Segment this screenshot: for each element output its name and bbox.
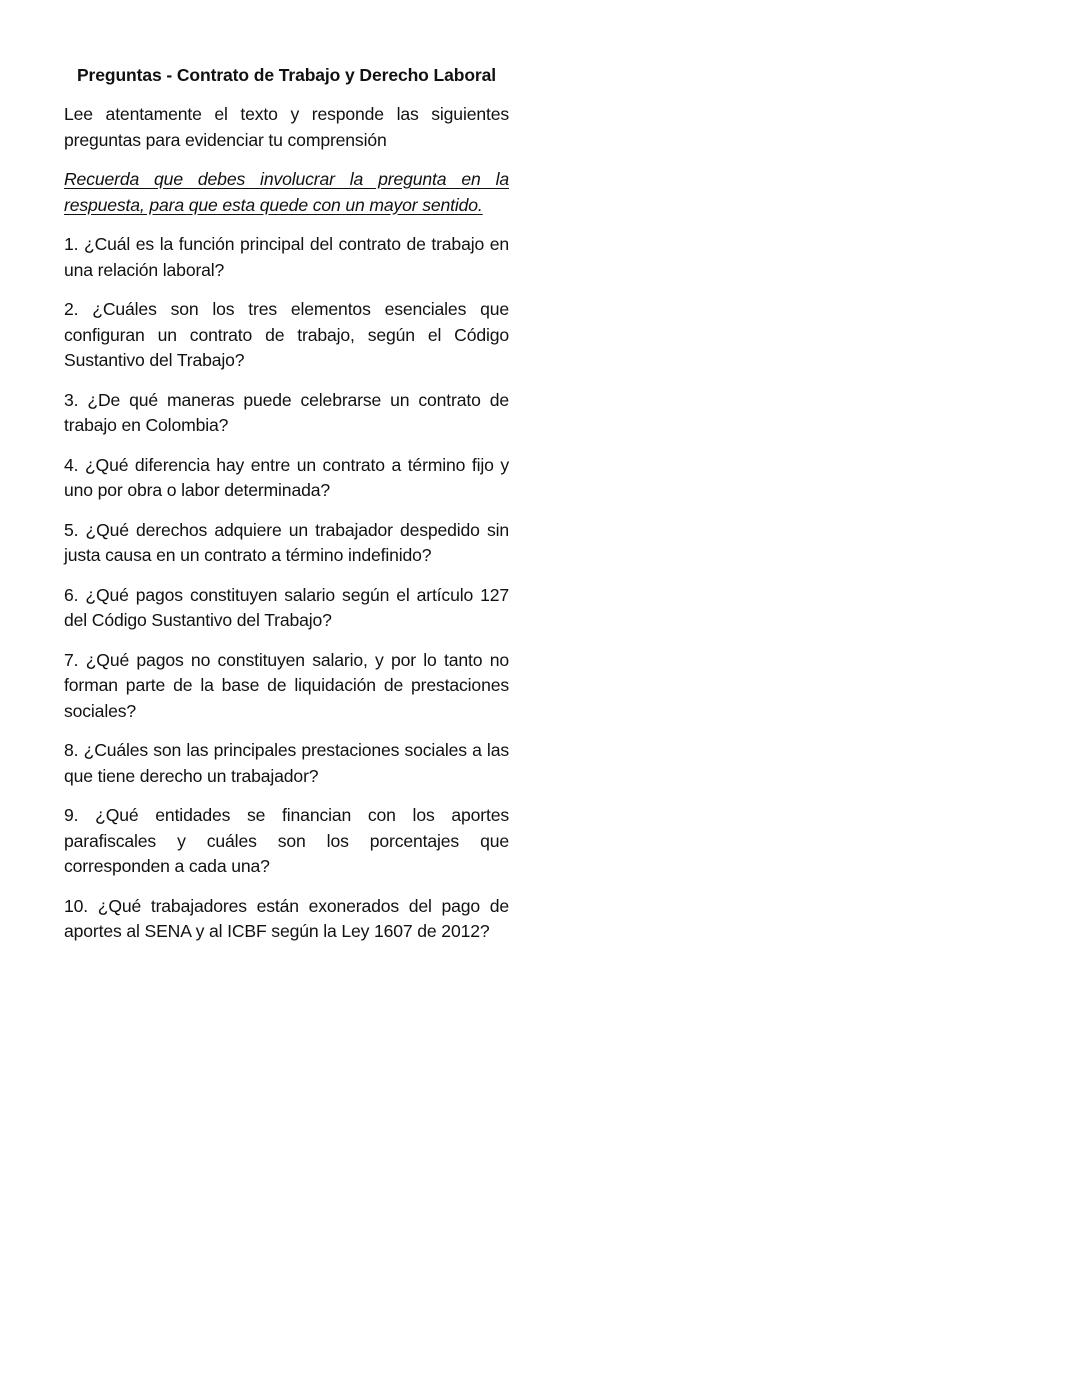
question-number: 1. (64, 234, 79, 254)
question-item (64, 388, 509, 439)
note-paragraph: Recuerda que debes involucrar la pregunta en la respuesta, para que esta quede con un mayor sentido. (64, 169, 509, 215)
question-item (64, 583, 509, 634)
question-number: 5. (64, 519, 79, 540)
question-text: ¿Cuáles son los tres elementos esenciales que configuran un contrato de trabajo, según el Código Sustantivo del Trabajo? (64, 299, 509, 370)
question-item (64, 297, 509, 374)
question-number: 7. (64, 649, 79, 670)
question-number: 10. (64, 895, 89, 916)
question-text: ¿Qué trabajadores están exonerados del pago de aportes al SENA y al ICBF según la Ley 1607 de 2012? (64, 895, 509, 941)
question-text: ¿Cuáles son las principales prestaciones sociales a las que tiene derecho un trabajador? (64, 740, 509, 786)
document-title: Preguntas - Contrato de Trabajo y Derecho Laboral (76, 65, 497, 85)
question-number: 9. (64, 805, 79, 825)
question-number: 2. (64, 299, 79, 319)
question-text: ¿Qué entidades se financian con los aportes parafiscales y cuáles son los porcentajes que corresponden a cada una? (64, 805, 509, 876)
question-item (64, 518, 509, 569)
question-item (64, 648, 509, 725)
question-text: ¿Qué pagos constituyen salario según el artículo 127 del Código Sustantivo del Trabajo? (64, 584, 509, 630)
instructions-paragraph: Lee atentamente el texto y responde las siguientes preguntas para evidenciar tu comprensión (64, 104, 509, 150)
question-item (64, 453, 509, 504)
question-text: ¿Qué diferencia hay entre un contrato a término fijo y uno por obra o labor determinada? (64, 454, 509, 500)
question-text: ¿De qué maneras puede celebrarse un contrato de trabajo en Colombia? (64, 389, 509, 435)
question-item (64, 738, 509, 789)
document-page (64, 62, 509, 959)
question-text: ¿Qué pagos no constituyen salario, y por lo tanto no forman parte de la base de liquidación de prestaciones sociales? (64, 649, 509, 721)
question-number: 4. (64, 454, 79, 475)
question-item (64, 232, 509, 283)
question-number: 8. (64, 740, 79, 760)
question-item (64, 894, 509, 945)
question-text: ¿Cuál es la función principal del contrato de trabajo en una relación laboral? (64, 234, 509, 280)
questions-list (64, 232, 509, 945)
question-text: ¿Qué derechos adquiere un trabajador despedido sin justa causa en un contrato a término indefinido? (64, 519, 509, 565)
question-item (64, 803, 509, 880)
question-number: 6. (64, 584, 79, 605)
question-number: 3. (64, 389, 79, 410)
